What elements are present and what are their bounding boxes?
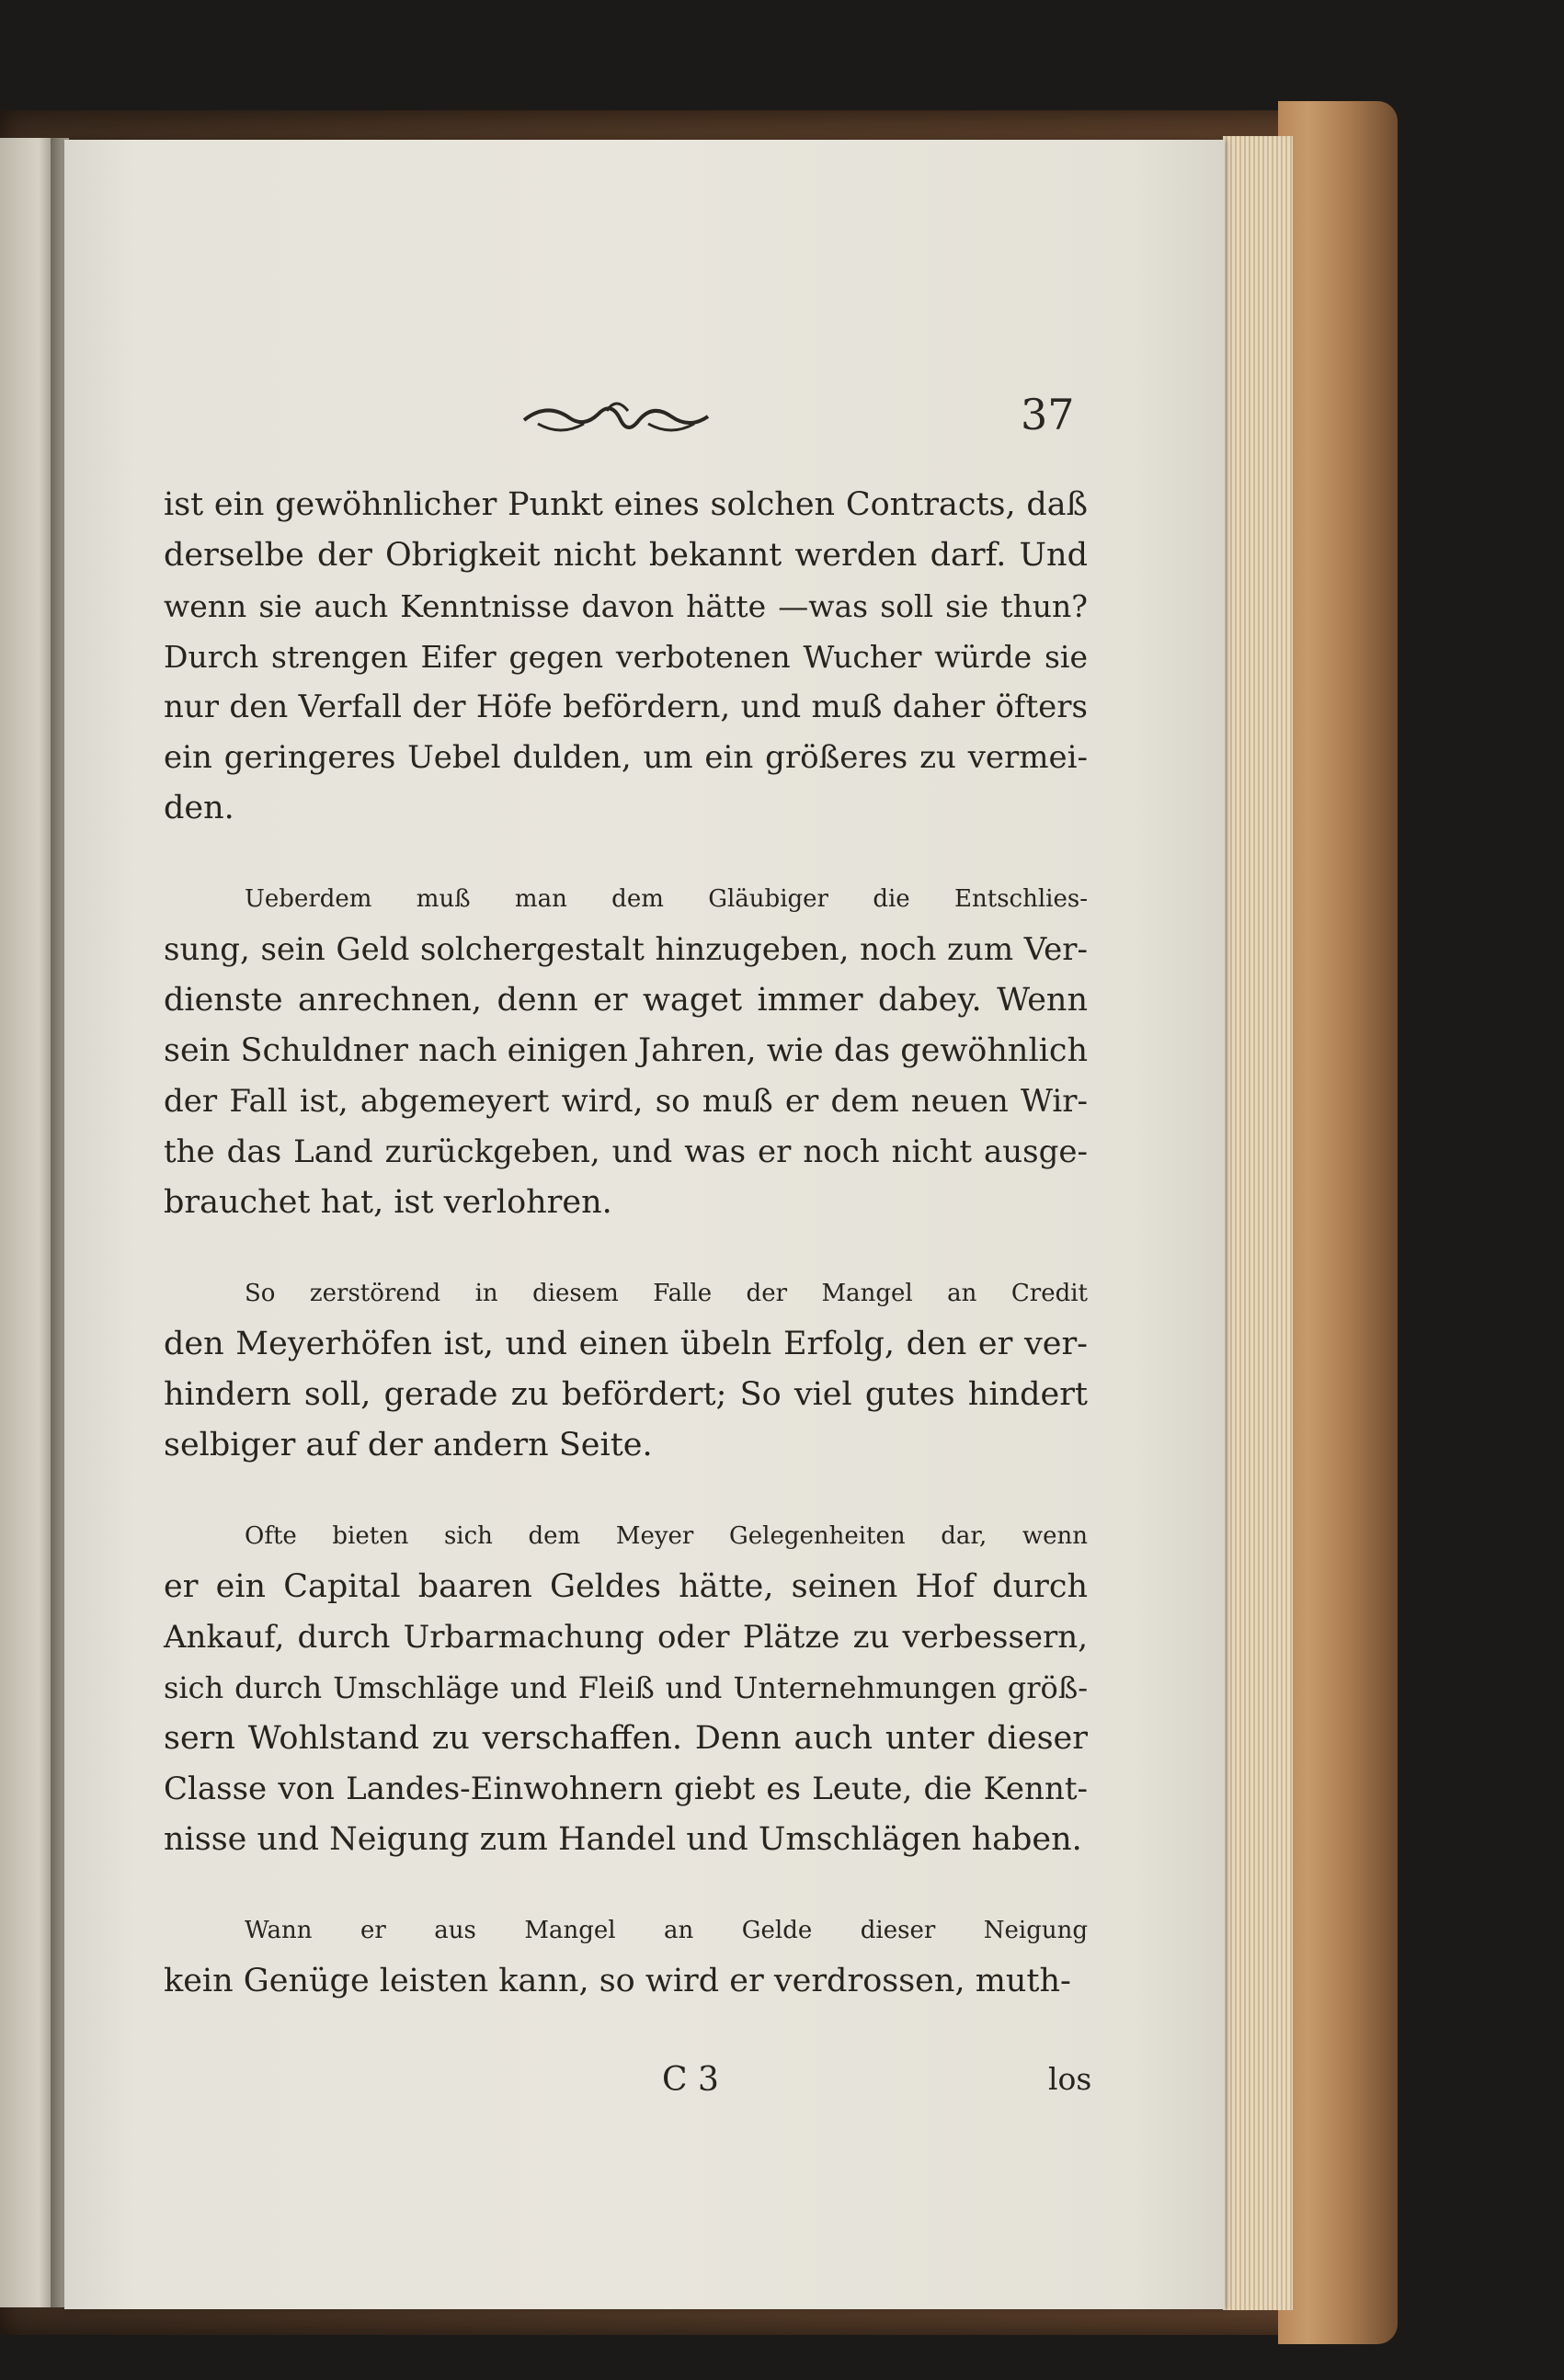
cover-edge <box>1278 101 1398 2344</box>
text-line: derselbe der Obrigkeit nicht bekannt werden darf. Und <box>164 537 1088 574</box>
text-line: sern Wohlstand zu verschaffen. Denn auch unter dieser <box>164 1720 1088 1757</box>
header-ornament-icon <box>519 393 713 448</box>
text-line: wenn sie auch Kenntnisse davon hätte —was soll sie thun? <box>164 588 1088 624</box>
text-line: sein Schuldner nach einigen Jahren, wie das gewöhnlich <box>164 1032 1088 1069</box>
text-line: nur den Verfall der Höfe befördern, und muß daher öfters <box>164 689 1088 725</box>
page-edges <box>1223 136 1293 2310</box>
page-number: 37 <box>1021 390 1075 439</box>
paragraph <box>164 480 1088 834</box>
text-line: Ankauf, durch Urbarmachung oder Plätze zu verbessern, <box>164 1619 1088 1656</box>
text-line: Ueberdem muß man dem Gläubiger die Entschlies- <box>245 885 1088 913</box>
text-line: So zerstörend in diesem Falle der Mangel an Credit <box>245 1280 1088 1307</box>
text-line: the das Land zurückgeben, und was er noch nicht ausge- <box>164 1133 1088 1170</box>
left-page-sliver <box>0 138 55 2307</box>
text-line: kein Genüge leisten kann, so wird er verdrossen, muth- <box>164 1963 1071 1999</box>
text-line: ist ein gewöhnlicher Punkt eines solchen Contracts, daß <box>164 486 1088 523</box>
text-line: der Fall ist, abgemeyert wird, so muß er dem neuen Wir- <box>164 1083 1088 1120</box>
text-line: sung, sein Geld solchergestalt hinzugeben, noch zum Ver- <box>164 931 1088 968</box>
body-text <box>164 480 1088 2047</box>
text-line: hindern soll, gerade zu befördert; So viel gutes hindert <box>164 1376 1088 1413</box>
paragraph <box>164 1511 1088 1865</box>
text-line: den Meyerhöfen ist, und einen übeln Erfolg, den er ver- <box>164 1326 1088 1362</box>
text-line: ein geringeres Uebel dulden, um ein größeres zu vermei- <box>164 739 1088 776</box>
text-line: nisse und Neigung zum Handel und Umschlägen haben. <box>164 1821 1082 1858</box>
text-line: brauchet hat, ist verlohren. <box>164 1184 612 1221</box>
text-line: Classe von Landes-Einwohnern giebt es Leute, die Kennt- <box>164 1771 1088 1807</box>
text-line: den. <box>164 790 234 826</box>
paragraph <box>164 1906 1088 2007</box>
paragraph <box>164 1269 1088 1471</box>
text-line: sich durch Umschläge und Fleiß und Unternehmungen größ- <box>164 1670 1088 1705</box>
printer-signature: C 3 <box>662 2061 719 2099</box>
text-line: Ofte bieten sich dem Meyer Gelegenheiten dar, wenn <box>245 1522 1088 1550</box>
text-line: dienste anrechnen, denn er waget immer dabey. Wenn <box>164 982 1088 1019</box>
catchword: los <box>1048 2061 1092 2097</box>
text-line: er ein Capital baaren Geldes hätte, seinen Hof durch <box>164 1568 1088 1605</box>
text-line: selbiger auf der andern Seite. <box>164 1427 653 1463</box>
text-line: Wann er aus Mangel an Gelde dieser Neigung <box>245 1917 1088 1944</box>
text-line: Durch strengen Eifer gegen verbotenen Wucher würde sie <box>164 639 1088 675</box>
book-page <box>64 140 1225 2309</box>
paragraph <box>164 874 1088 1228</box>
